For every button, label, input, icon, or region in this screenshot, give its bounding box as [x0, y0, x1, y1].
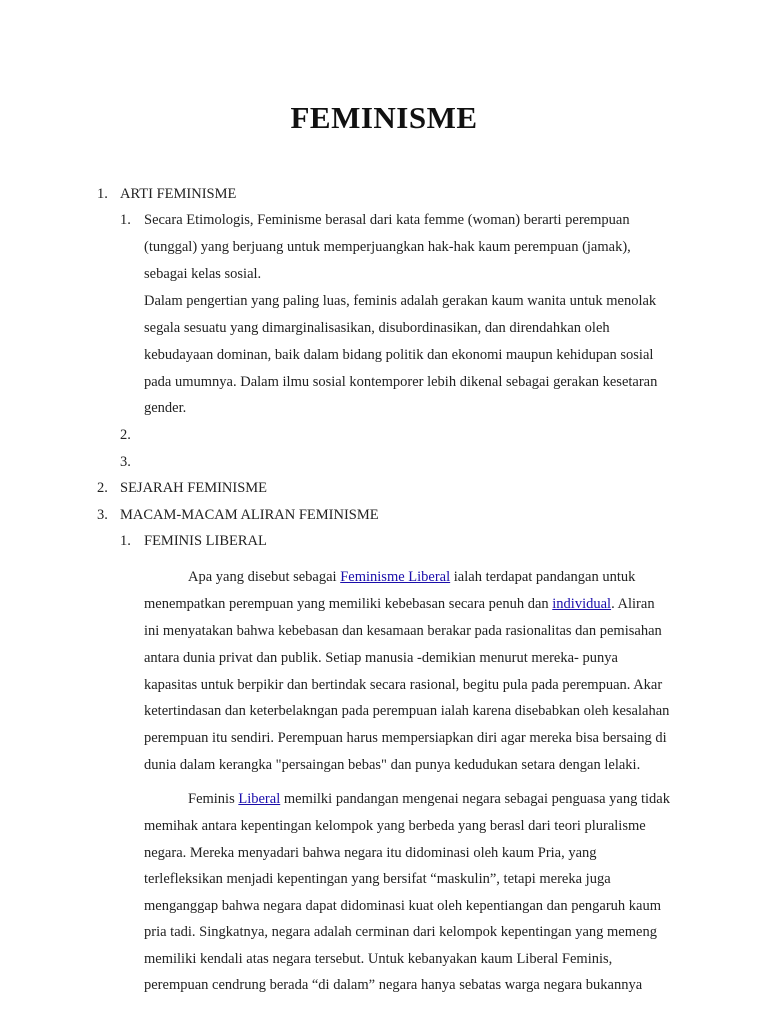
paragraph-1-line	[188, 568, 635, 586]
section-1-heading: ARTI FEMINISME	[120, 186, 237, 202]
paragraph-2-line	[188, 790, 670, 808]
item-1-1-line: kebudayaan dominan, baik dalam bidang politik dan ekonomi maupun kehidupan sosial	[144, 347, 654, 363]
text-span: menempatkan perempuan yang memiliki kebebasan secara penuh dan	[144, 596, 553, 612]
paragraph-1-line: kapasitas untuk berpikir dan bertindak secara rasional, begitu pula pada perempuan. Akar	[144, 677, 663, 693]
text-span: memilki pandangan mengenai negara sebagai penguasa yang tidak	[280, 791, 670, 807]
item-1-2-number: 2.	[120, 427, 131, 443]
section-3-heading: MACAM-MACAM ALIRAN FEMINISME	[120, 507, 379, 523]
paragraph-2-line: menganggap bahwa negara dapat didominasi kuat oleh kepentiangan dan pengaruh kaum	[144, 898, 661, 914]
paragraph-2-line: perempuan cendrung berada “di dalam” negara hanya sebatas warga negara bukannya	[144, 977, 643, 993]
liberal-link[interactable]: Liberal	[238, 791, 281, 807]
text-span: . Aliran	[611, 596, 655, 612]
item-1-1-line: pada umumnya. Dalam ilmu sosial kontemporer lebih dikenal sebagai gerakan kesetaran	[144, 374, 658, 390]
paragraph-1-line	[144, 595, 655, 613]
section-1-number: 1.	[97, 186, 108, 202]
item-1-1-line: (tunggal) yang berjuang untuk memperjuangkan hak-hak kaum perempuan (jamak),	[144, 239, 631, 255]
item-1-1-line: gender.	[144, 400, 187, 416]
paragraph-1-line: ketertindasan dan keterbelakngan pada perempuan ialah karena disebabkan oleh kesalahan	[144, 703, 670, 719]
paragraph-1-line: perempuan itu sendiri. Perempuan harus mempersiapkan diri agar mereka bisa bersaing di	[144, 730, 667, 746]
text-span: Feminis	[188, 791, 239, 807]
item-1-1-line: sebagai kelas sosial.	[144, 266, 262, 282]
item-1-1-line: segala sesuatu yang dimarginalisasikan, disubordinasikan, dan direndahkan oleh	[144, 320, 610, 336]
item-1-1-line: Dalam pengertian yang paling luas, feminis adalah gerakan kaum wanita untuk menolak	[144, 293, 657, 309]
paragraph-1-line: dunia dalam kerangka "persaingan bebas" dan punya kedudukan setara dengan lelaki.	[144, 757, 641, 773]
paragraph-2-line: pria tadi. Singkatnya, negara adalah cerminan dari kelompok kepentingan yang memeng	[144, 924, 657, 940]
paragraph-1-line: antara dunia privat dan publik. Setiap manusia -demikian menurut mereka- punya	[144, 650, 618, 666]
item-3-1-heading: FEMINIS LIBERAL	[144, 533, 267, 549]
paragraph-2-line: negara. Mereka menyadari bahwa negara itu didominasi oleh kaum Pria, yang	[144, 845, 597, 861]
item-1-1-line: Secara Etimologis, Feminisme berasal dari kata femme (woman) berarti perempuan	[144, 212, 630, 228]
item-1-3-number: 3.	[120, 454, 131, 470]
page-title: FEMINISME	[290, 100, 478, 135]
feminisme-liberal-link[interactable]: Feminisme Liberal	[340, 569, 451, 585]
paragraph-2-line: memihak antara kepentingan kelompok yang berbeda yang berasl dari teori pluralisme	[144, 818, 646, 834]
paragraph-2-line: memiliki kendali atas negara tersebut. Untuk kebanyakan kaum Liberal Feminis,	[144, 951, 613, 967]
paragraph-1-line: ini menyatakan bahwa kebebasan dan kesamaan berakar pada rasionalitas dan pemisahan	[144, 623, 662, 639]
paragraph-2-line: terlefleksikan menjadi kepentingan yang bersifat “maskulin”, tetapi mereka juga	[144, 871, 611, 887]
section-3-number: 3.	[97, 507, 108, 523]
individual-link[interactable]: individual	[552, 596, 612, 612]
item-3-1-number: 1.	[120, 533, 131, 549]
item-1-1-number: 1.	[120, 212, 131, 228]
section-2-heading: SEJARAH FEMINISME	[120, 480, 268, 496]
section-2-number: 2.	[97, 480, 108, 496]
text-span: Apa yang disebut sebagai	[188, 569, 341, 585]
text-span: ialah terdapat pandangan untuk	[450, 569, 636, 585]
